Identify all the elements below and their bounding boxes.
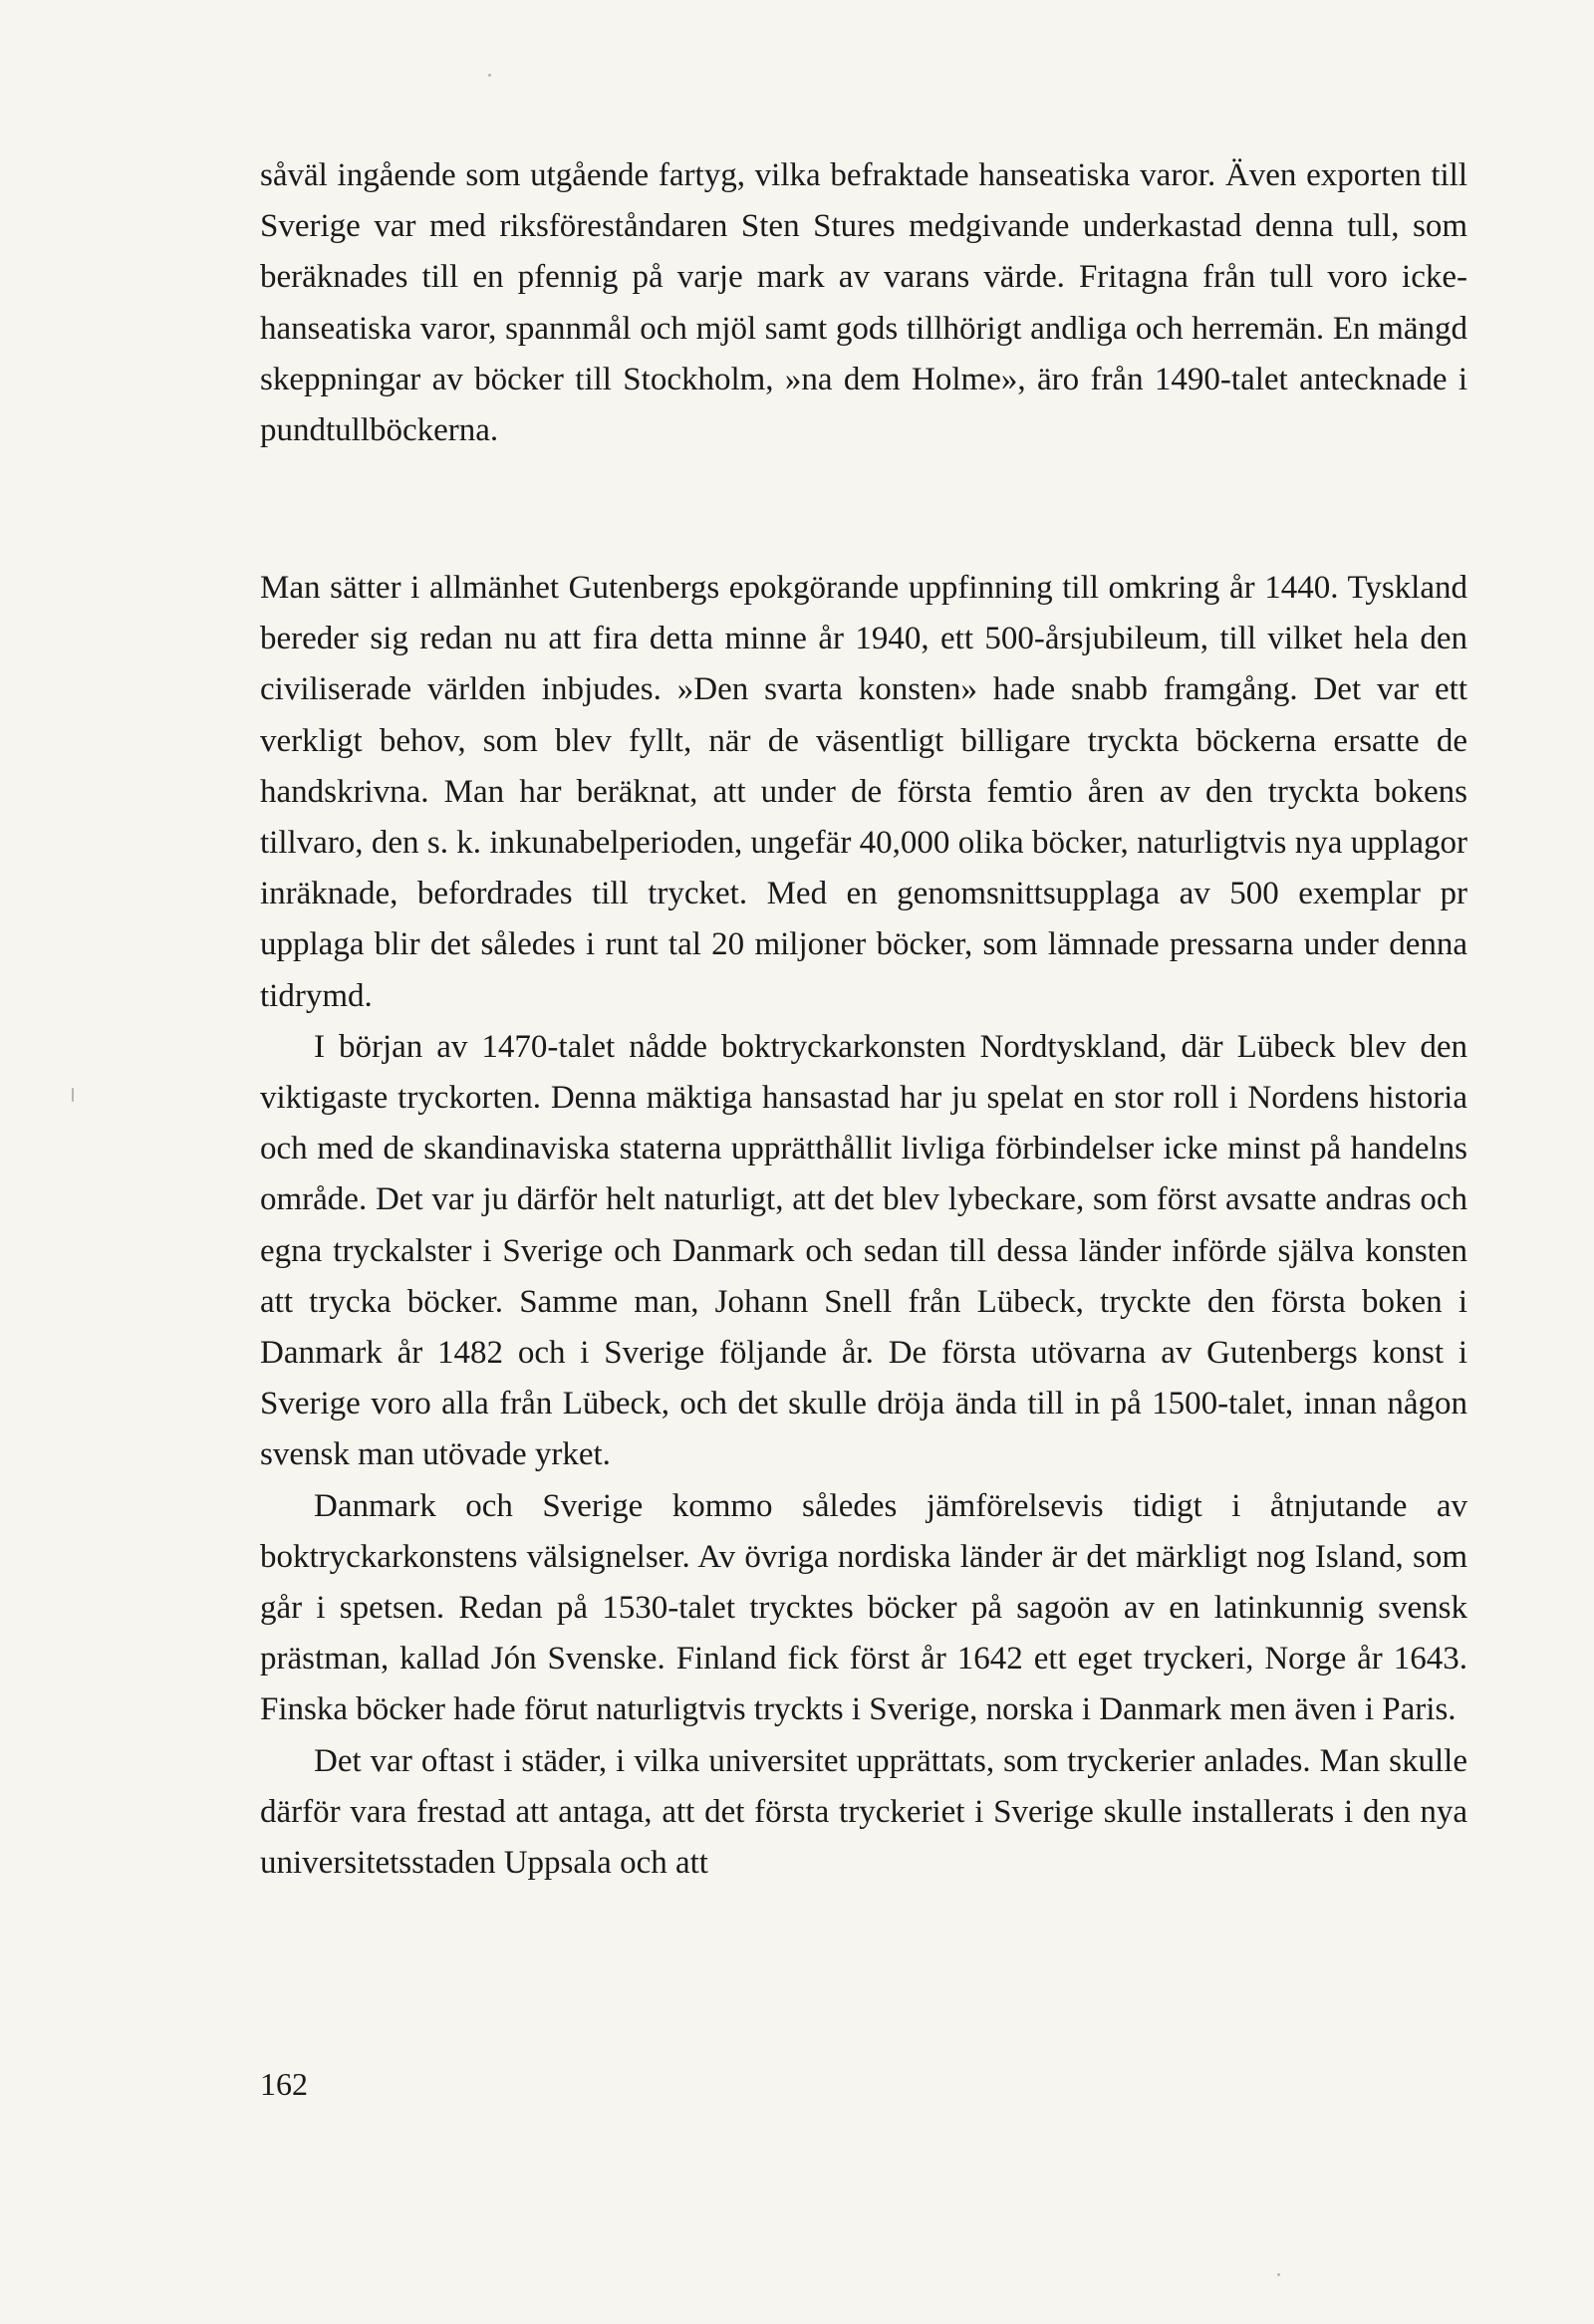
paper-speck bbox=[72, 1088, 74, 1102]
paper-speck bbox=[1277, 2273, 1280, 2276]
paragraph-continued: såväl ingående som utgående fartyg, vilka befraktade hanseatiska varor. Även exporten till Sverige var med riksföreståndaren Sten Stures medgivande underkastad denna tull, som beräknades till en pfennig på varje mark av varans värde. Fritagna från tull voro icke-hanseatiska varor, spannmål och mjöl samt gods tillhörigt andliga och herremän. En mängd skeppningar av böcker till Stockholm, »na dem Holme», äro från 1490-talet antecknade i pundtullböckerna. bbox=[260, 157, 1467, 449]
paper-speck bbox=[488, 74, 491, 77]
paragraph-universities: Det var oftast i städer, i vilka universitet upprättats, som tryckerier anlades. Man skulle därför vara frestad att antaga, att det första tryckeriet i Sverige skulle installerats i den nya universitetsstaden Uppsala och att bbox=[260, 1742, 1467, 1882]
paragraph-lubeck: I början av 1470-talet nådde boktryckarkonsten Nordtyskland, där Lübeck blev den viktigaste tryckorten. Denna mäktiga hansastad har ju spelat en stor roll i Nordens historia och med de skandinaviska staterna upprätthållit livliga förbindelser icke minst på handelns område. Det var ju därför helt naturligt, att det blev lybeckare, som först avsatte andras och egna tryckalster i Sverige och Danmark och sedan till dessa länder införde själva konsten att trycka böcker. Samme man, Johann Snell från Lübeck, tryckte den första boken i Danmark år 1482 och i Sverige följande år. De första utövarna av Gutenbergs konst i Sverige voro alla från Lübeck, och det skulle dröja ända till in på 1500-talet, innan någon svensk man utövade yrket. bbox=[260, 1028, 1467, 1473]
text-block-main bbox=[260, 563, 1467, 1889]
page-number: 162 bbox=[260, 2066, 308, 2102]
paragraph-nordic-countries: Danmark och Sverige kommo således jämförelsevis tidigt i åtnjutande av boktryckarkonstens välsignelser. Av övriga nordiska länder är det märkligt nog Island, som går i spetsen. Redan på 1530-talet trycktes böcker på sagoön av en latinkunnig svensk prästman, kallad Jón Svenske. Finland fick först år 1642 ett eget tryckeri, Norge år 1643. Finska böcker hade förut naturligtvis tryckts i Sverige, norska i Danmark men även i Paris. bbox=[260, 1487, 1467, 1728]
text-block-top bbox=[260, 150, 1467, 456]
paragraph-gutenberg: Man sätter i allmänhet Gutenbergs epokgörande uppfinning till omkring år 1440. Tyskland bereder sig redan nu att fira detta minne år 1940, ett 500-årsjubileum, till vilket hela den civiliserade världen inbjudes. »Den svarta konsten» hade snabb framgång. Det var ett verkligt behov, som blev fyllt, när de väsentligt billigare tryckta böckerna ersatte de handskrivna. Man har beräknat, att under de första femtio åren av den tryckta bokens tillvaro, den s. k. inkunabelperioden, ungefär 40,000 olika böcker, naturligtvis nya upplagor inräknade, befordrades till trycket. Med en genomsnittsupplaga av 500 exemplar pr upplaga blir det således i runt tal 20 miljoner böcker, som lämnade pressarna under denna tidrymd. bbox=[260, 570, 1467, 1014]
